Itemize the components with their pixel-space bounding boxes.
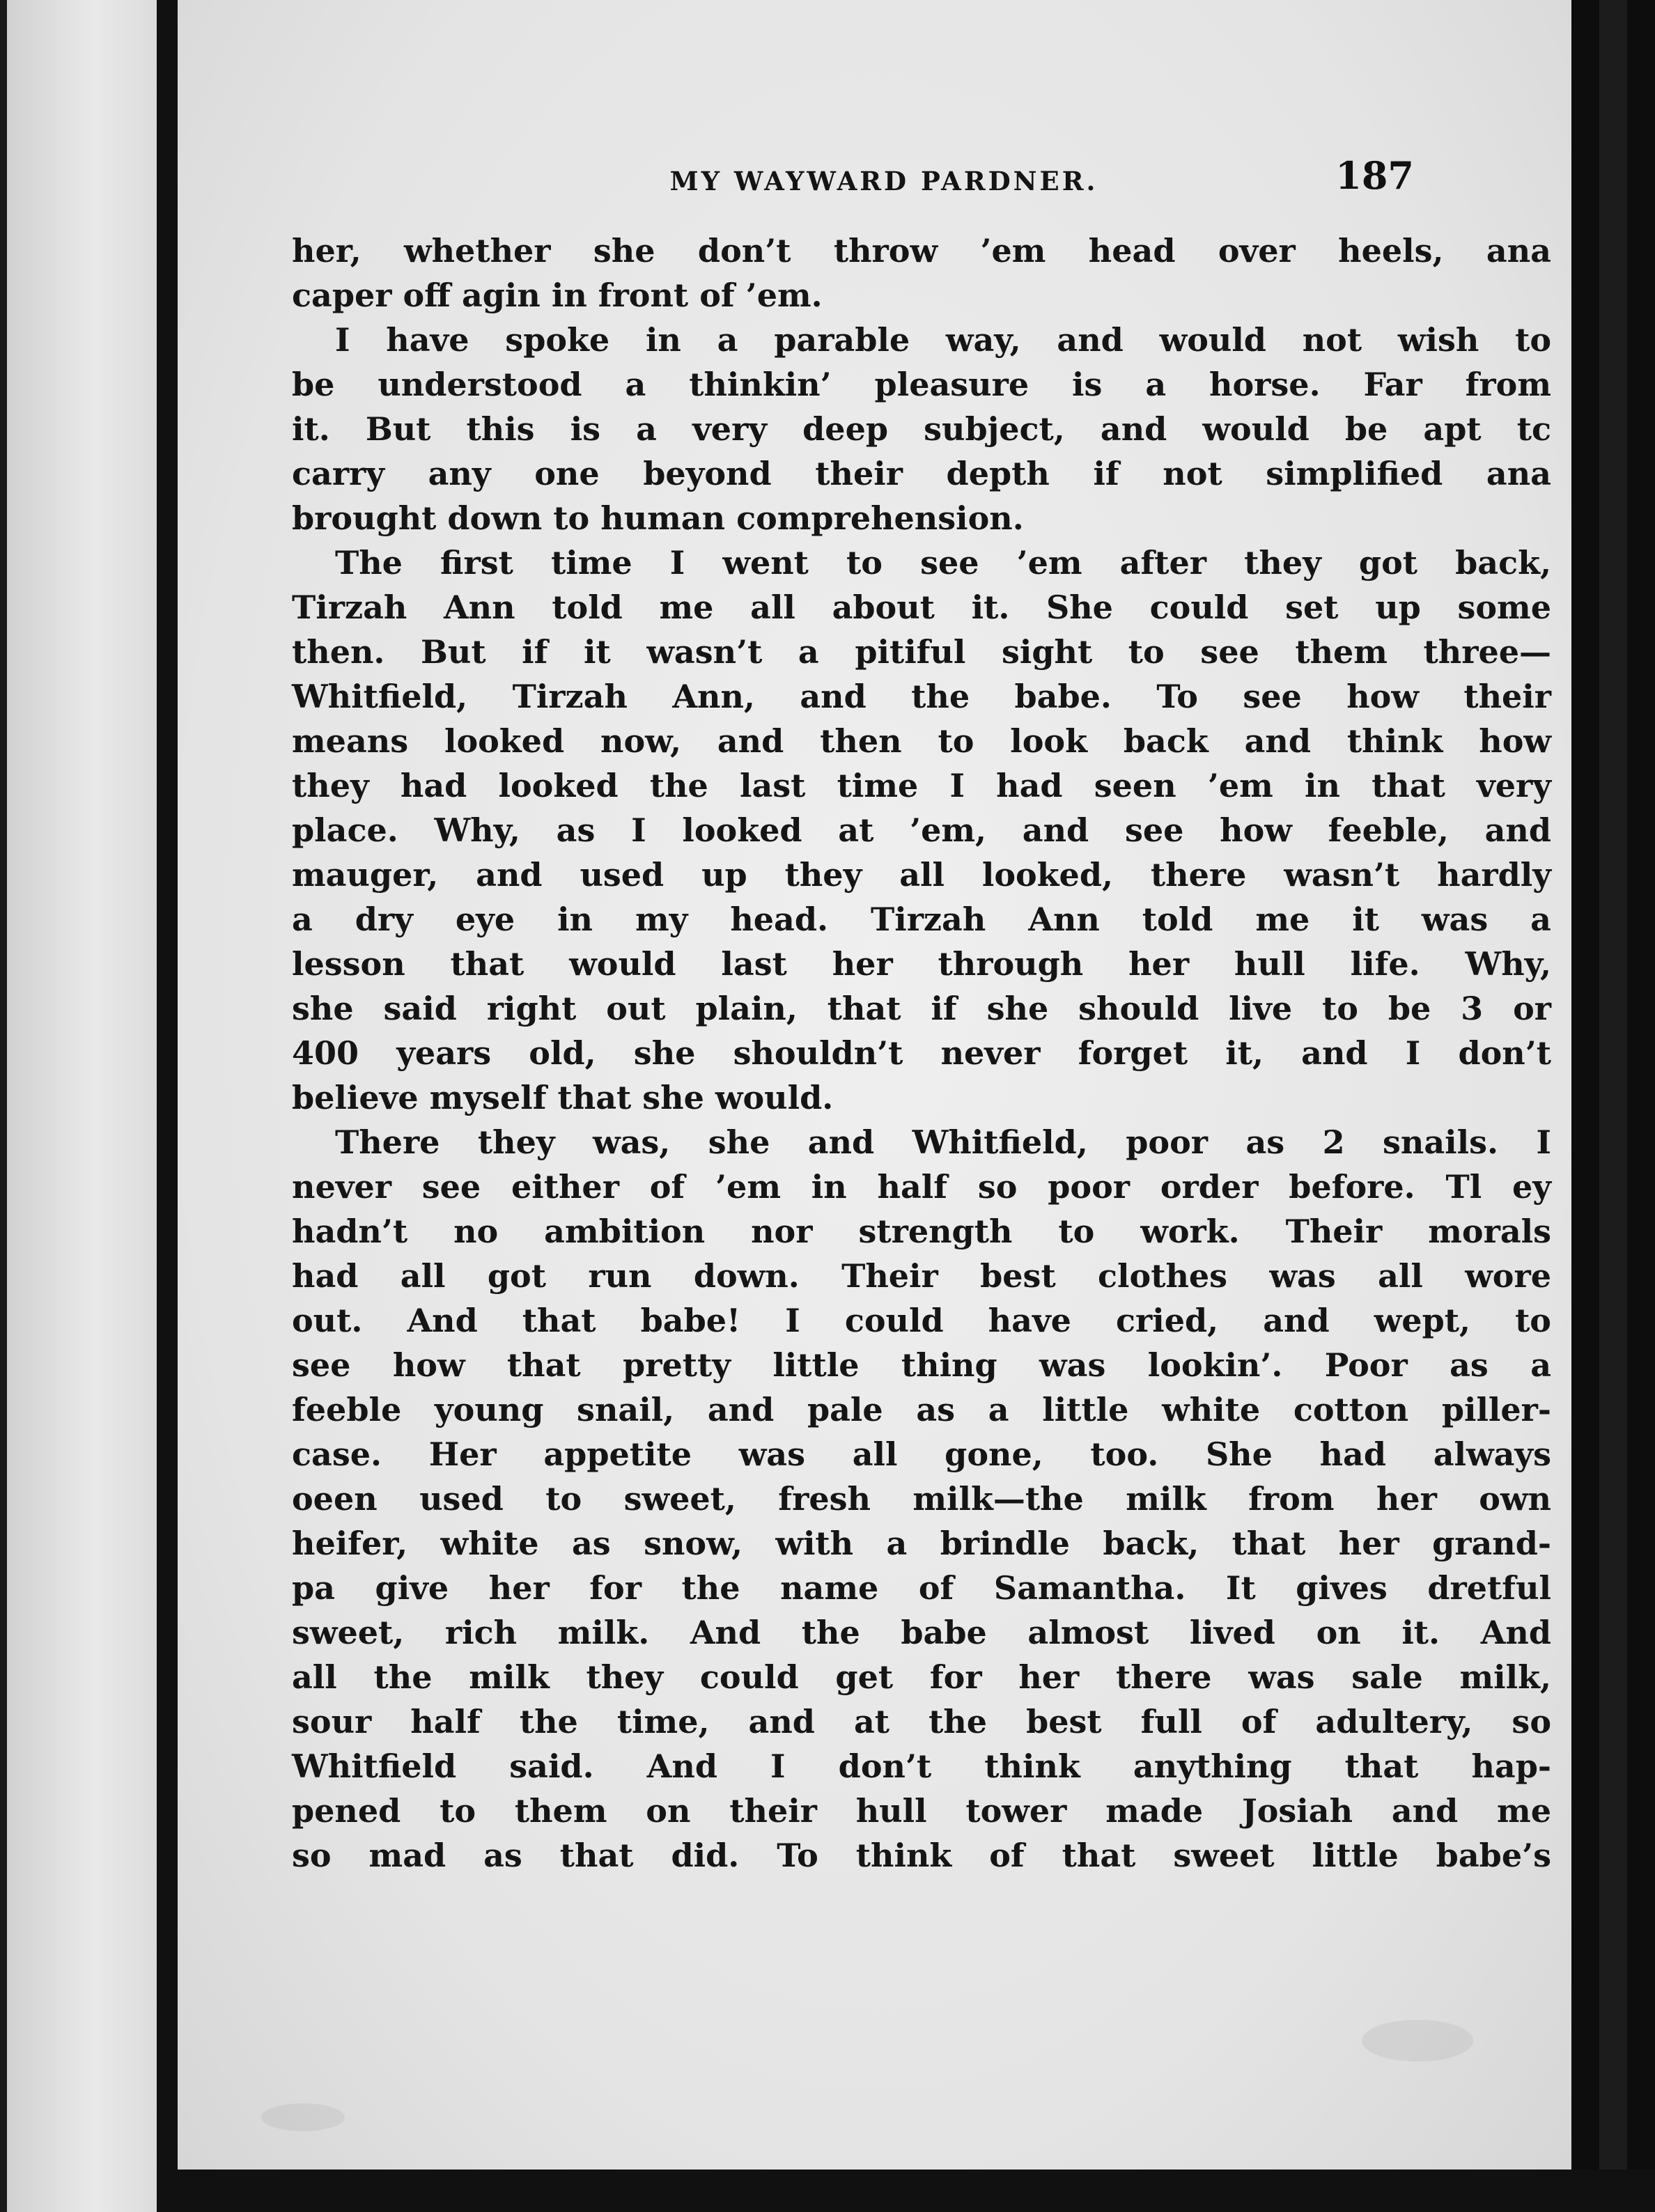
text-line: I have spoke in a parable way, and would not wish to (335, 321, 1551, 359)
text-line: caper off agin in front of ’em. (292, 276, 823, 314)
text-line: Tirzah Ann told me all about it. She could set up some (292, 589, 1551, 626)
text-line: place. Why, as I looked at ’em, and see how feeble, and (292, 811, 1551, 849)
text-line: oeen used to sweet, fresh milk—the milk from her own (292, 1480, 1551, 1518)
text-line: mauger, and used up they all looked, there wasn’t hardly (292, 856, 1551, 894)
text-line: all the milk they could get for her there was sale milk, (292, 1658, 1551, 1696)
text-line: carry any one beyond their depth if not simplified ana (292, 455, 1551, 492)
text-line: never see either of ’em in half so poor order before. Tl ey (292, 1168, 1551, 1206)
text-line: Whitfield, Tirzah Ann, and the babe. To see how their (292, 678, 1551, 715)
text-line: out. And that babe! I could have cried, and wept, to (292, 1302, 1551, 1339)
text-line: a dry eye in my head. Tirzah Ann told me it was a (292, 901, 1551, 938)
scan-border-bottom (157, 2170, 1655, 2212)
text-line: 400 years old, she shouldn’t never forget it, and I don’t (292, 1034, 1551, 1072)
text-line: be understood a thinkin’ pleasure is a horse. Far from (292, 366, 1551, 403)
text-line: There they was, she and Whitfield, poor as 2 snails. I (335, 1123, 1551, 1161)
page-header (178, 153, 1571, 209)
text-line: believe myself that she would. (292, 1079, 834, 1116)
text-line: it. But this is a very deep subject, and would be apt tc (292, 410, 1551, 448)
text-line: sour half the time, and at the best full of adultery, so (292, 1703, 1551, 1740)
book-page (178, 0, 1571, 2170)
paper-stain (1362, 2020, 1473, 2062)
text-line: hadn’t no ambition nor strength to work. Their morals (292, 1213, 1551, 1250)
text-line: feeble young snail, and pale as a little white cotton piller- (292, 1391, 1551, 1428)
body-text (292, 228, 1551, 1878)
text-line: her, whether she don’t throw ’em head over heels, ana (292, 232, 1551, 270)
text-line: they had looked the last time I had seen ’em in that very (292, 767, 1551, 804)
text-line: had all got run down. Their best clothes was all wore (292, 1257, 1551, 1295)
text-line: brought down to human comprehension. (292, 499, 1024, 537)
text-line: lesson that would last her through her hull life. Why, (292, 945, 1551, 983)
text-line: case. Her appetite was all gone, too. She had always (292, 1435, 1551, 1473)
text-line: pa give her for the name of Samantha. It gives dretful (292, 1569, 1551, 1607)
running-title: MY WAYWARD PARDNER. (669, 166, 1098, 196)
text-line: The first time I went to see ’em after they got back, (335, 544, 1551, 582)
text-line: she said right out plain, that if she should live to be 3 or (292, 990, 1551, 1027)
paper-stain (261, 2103, 345, 2131)
text-line: see how that pretty little thing was lookin’. Poor as a (292, 1346, 1551, 1384)
text-line: then. But if it wasn’t a pitiful sight to see them three— (292, 633, 1551, 671)
text-line: heifer, white as snow, with a brindle back, that her grand- (292, 1525, 1551, 1562)
text-line: so mad as that did. To think of that sweet little babe’s (292, 1837, 1551, 1874)
text-line: means looked now, and then to look back and think how (292, 722, 1551, 760)
scan-border-strip (1599, 0, 1627, 2212)
text-line: Whitfield said. And I don’t think anything that hap- (292, 1747, 1551, 1785)
text-line: pened to them on their hull tower made Josiah and me (292, 1792, 1551, 1830)
facing-page-edge (0, 0, 157, 2212)
text-line: sweet, rich milk. And the babe almost lived on it. And (292, 1614, 1551, 1651)
page-number: 187 (1335, 153, 1414, 198)
scan-border-left (0, 0, 7, 2212)
book-gutter (157, 0, 178, 2212)
